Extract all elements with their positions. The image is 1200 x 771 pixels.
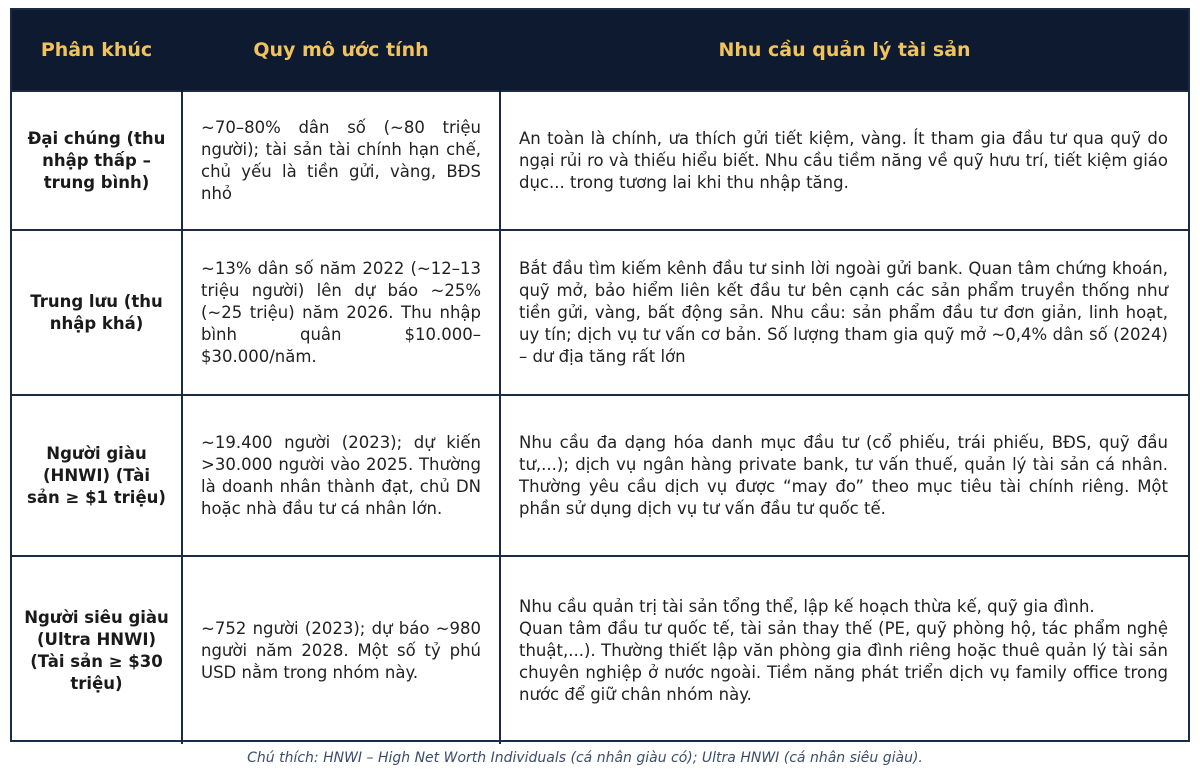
footnote: Chú thích: HNWI – High Net Worth Individuals (cá nhân giàu có); Ultra HNWI (cá nhân siêu giàu). <box>247 750 923 766</box>
table-row <box>12 230 1188 395</box>
needs-cell: Nhu cầu đa dạng hóa danh mục đầu tư (cổ phiếu, trái phiếu, BĐS, quỹ đầu tư,...); dịch vụ ngân hàng private bank, tư vấn thuế, quản lý tài sản cá nhân. Thường yêu cầu dịch vụ được “may đo” theo mục tiêu tài chính riêng. Một phần sử dụng dịch vụ tư vấn đầu tư quốc tế. <box>500 395 1188 556</box>
table-row <box>12 91 1188 230</box>
segment-cell: Người giàu (HNWI) (Tài sản ≥ $1 triệu) <box>12 395 182 556</box>
wealth-segment-table <box>12 10 1188 744</box>
scale-cell: ~70–80% dân số (~80 triệu người); tài sản tài chính hạn chế, chủ yếu là tiền gửi, vàng, BĐS nhỏ <box>182 91 500 230</box>
table-header-row <box>12 10 1188 91</box>
needs-cell: Bắt đầu tìm kiếm kênh đầu tư sinh lời ngoài gửi bank. Quan tâm chứng khoán, quỹ mở, bảo hiểm liên kết đầu tư bên cạnh các sản phẩm truyền thống như tiền gửi, vàng, bất động sản. Nhu cầu: sản phẩm đầu tư đơn giản, linh hoạt, uy tín; dịch vụ tư vấn cơ bản. Số lượng tham gia quỹ mở ~0,4% dân số (2024) – dư địa tăng rất lớn <box>500 230 1188 395</box>
segment-cell: Người siêu giàu (Ultra HNWI) (Tài sản ≥ $30 triệu) <box>12 556 182 744</box>
needs-cell: An toàn là chính, ưa thích gửi tiết kiệm, vàng. Ít tham gia đầu tư qua quỹ do ngại rủi ro và thiếu hiểu biết. Nhu cầu tiềm năng về quỹ hưu trí, tiết kiệm giáo dục... trong tương lai khi thu nhập tăng. <box>500 91 1188 230</box>
needs-cell <box>500 556 1188 744</box>
header-segment: Phân khúc <box>12 10 182 91</box>
table-row <box>12 395 1188 556</box>
scale-cell: ~19.400 người (2023); dự kiến >30.000 người vào 2025. Thường là doanh nhân thành đạt, chủ DN hoặc nhà đầu tư cá nhân lớn. <box>182 395 500 556</box>
scale-cell: ~752 người (2023); dự báo ~980 người năm 2028. Một số tỷ phú USD nằm trong nhóm này. <box>182 556 500 744</box>
header-scale: Quy mô ước tính <box>182 10 500 91</box>
wealth-segment-table-frame <box>10 8 1190 742</box>
segment-cell: Trung lưu (thu nhập khá) <box>12 230 182 395</box>
needs-line: Nhu cầu quản trị tài sản tổng thể, lập kế hoạch thừa kế, quỹ gia đình. <box>519 596 1095 616</box>
header-needs: Nhu cầu quản lý tài sản <box>500 10 1188 91</box>
needs-line: Quan tâm đầu tư quốc tế, tài sản thay thế (PE, quỹ phòng hộ, tác phẩm nghệ thuật,...). Thường thiết lập văn phòng gia đình riêng hoặc thuê quản lý tài sản chuyên nghiệp ở nước ngoài. Tiềm năng phát triển dịch vụ family office trong nước để giữ chân nhóm này. <box>519 618 1168 704</box>
segment-cell: Đại chúng (thu nhập thấp – trung bình) <box>12 91 182 230</box>
table-row <box>12 556 1188 744</box>
scale-cell: ~13% dân số năm 2022 (~12–13 triệu người) lên dự báo ~25% (~25 triệu) năm 2026. Thu nhập bình quân $10.000–$30.000/năm. <box>182 230 500 395</box>
